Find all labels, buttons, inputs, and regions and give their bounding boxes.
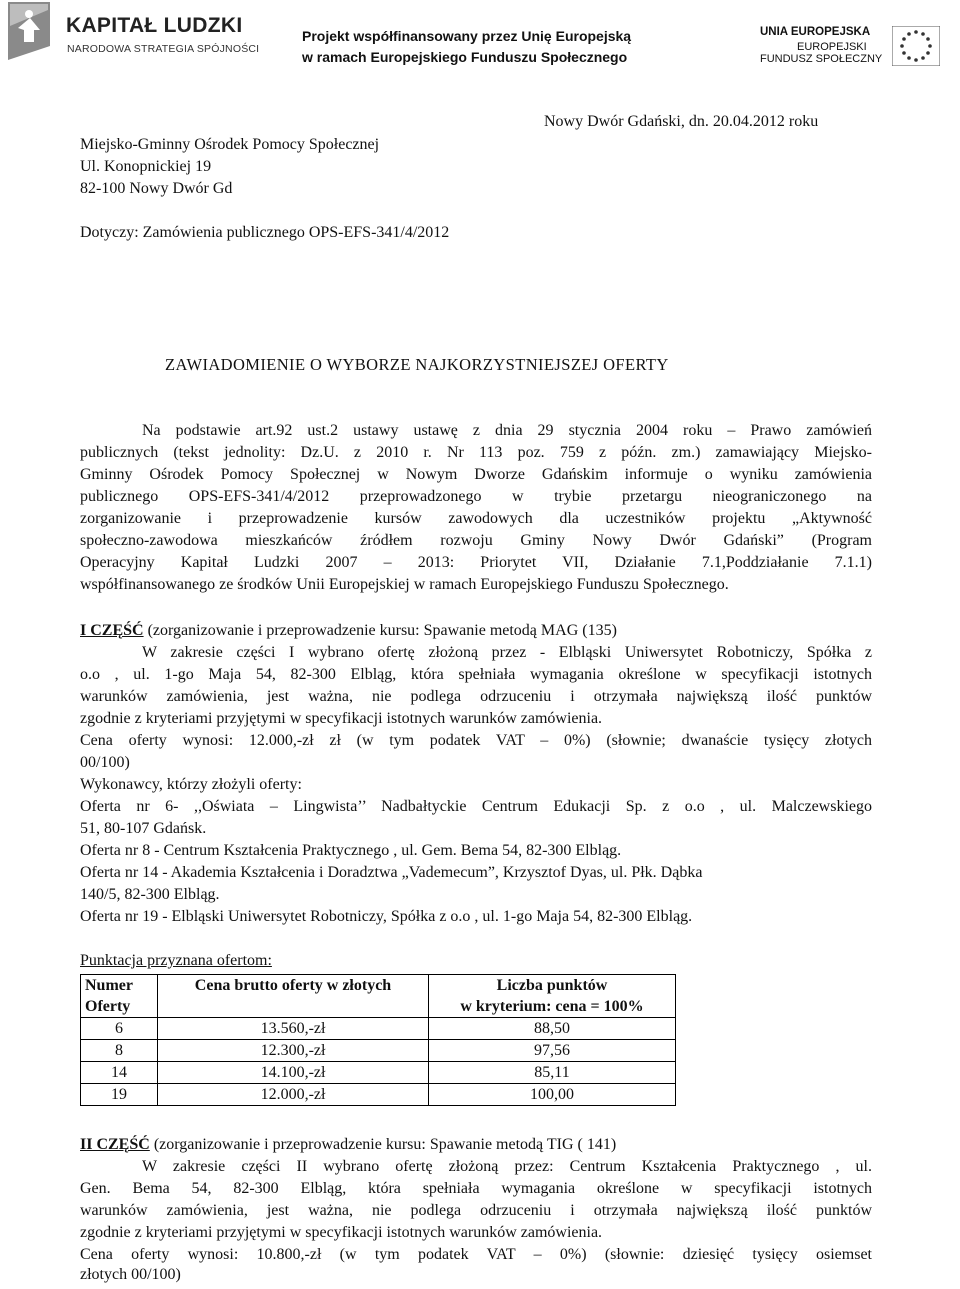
- part1-line-10: Oferta nr 8 - Centrum Kształcenia Praktycznego , ul. Gem. Bema 54, 82-300 Elbląg.: [80, 842, 622, 859]
- scores-table: [80, 974, 676, 1106]
- part1-line-9: 51, 80-107 Gdańsk.: [80, 820, 207, 837]
- intro-line-1: Na podstawie art.92 ust.2 ustawy ustawę z dnia 29 stycznia 2004 roku – Prawo zamówień: [142, 422, 872, 439]
- part1-line-12: 140/5, 82-300 Elbląg.: [80, 886, 220, 903]
- intro-line-8: współfinansowanego ze środków Unii Europejskiej w ramach Europejskiego Funduszu Społecznego.: [80, 576, 729, 593]
- part1-line-1: W zakresie części I wybrano ofertę złożoną przez - Elbląski Uniwersytet Robotniczy, Spółka z: [142, 644, 872, 661]
- project-line-2: w ramach Europejskiego Funduszu Społecznego: [302, 49, 628, 65]
- table-cell-number: 14: [81, 1062, 158, 1084]
- part2-line-6: złotych 00/100): [80, 1266, 181, 1283]
- part1-line-11: Oferta nr 14 - Akademia Kształcenia i Doradztwa „Vademecum”, Krzysztof Dyas, ul. Płk. Dąbka: [80, 864, 703, 881]
- part2-heading-rest: (zorganizowanie i przeprowadzenie kursu: Spawanie metodą TIG ( 141): [149, 1136, 617, 1153]
- kapital-ludzki-title: KAPITAŁ LUDZKI: [66, 14, 243, 37]
- table-row: [81, 1018, 676, 1040]
- table-row: [81, 1084, 676, 1106]
- part2-heading-label: II CZĘŚĆ: [80, 1136, 150, 1153]
- intro-line-3: Gminny Ośrodek Pomocy Społecznej w Nowym Dworze Gdańskim informuje o wyniku zamówienia: [80, 466, 872, 483]
- kapital-ludzki-subtitle: NARODOWA STRATEGIA SPÓJNOŚCI: [67, 43, 260, 55]
- part2-heading: [80, 1136, 872, 1154]
- table-cell-price: 13.560,-zł: [158, 1018, 429, 1040]
- table-cell-number: 8: [81, 1040, 158, 1062]
- table-row: [81, 1040, 676, 1062]
- part1-heading-rest: (zorganizowanie i przeprowadzenie kursu: Spawanie metodą MAG (135): [143, 622, 617, 639]
- table-header-number: Numer Oferty: [81, 975, 158, 1018]
- scores-caption-text: Punktacja przyznana ofertom:: [80, 952, 272, 969]
- part1-line-3: warunków zamówienia, jest ważna, nie podlega odrzuceniu i otrzymała największą ilość punktów: [80, 688, 872, 705]
- part2-line-1: W zakresie części II wybrano ofertę złożoną przez: Centrum Kształcenia Praktycznego , ul.: [142, 1158, 872, 1175]
- place-date: Nowy Dwór Gdański, dn. 20.04.2012 roku: [544, 113, 819, 130]
- eu-flag-icon: [892, 26, 940, 66]
- table-cell-number: 19: [81, 1084, 158, 1106]
- part1-line-13: Oferta nr 19 - Elbląski Uniwersytet Robotniczy, Spółka z o.o , ul. 1-go Maja 54, 82-300 Elbląg.: [80, 908, 693, 925]
- table-cell-price: 12.300,-zł: [158, 1040, 429, 1062]
- intro-line-7: Operacyjny Kapitał Ludzki 2007 – 2013: Priorytet VII, Działanie 7.1,Poddziałanie 7.1.1): [80, 554, 872, 571]
- intro-line-6: społeczno-zawodowa mieszkańców źródłem rozwoju Gminy Nowy Dwór Gdański” (Program: [80, 532, 872, 549]
- table-cell-points: 85,11: [429, 1062, 676, 1084]
- part2-line-3: warunków zamówienia, jest ważna, nie podlega odrzuceniu i otrzymała największą ilość punktów: [80, 1202, 872, 1219]
- part1-heading-label: I CZĘŚĆ: [80, 622, 144, 639]
- part2-line-2: Gen. Bema 54, 82-300 Elbląg, która spełniała wymagania określone w specyfikacji istotnych: [80, 1180, 872, 1197]
- part2-line-5: Cena oferty wynosi: 10.800,-zł (w tym podatek VAT – 0%) (słownie: dziesięć tysięcy osiemset: [80, 1246, 872, 1263]
- intro-line-4: publicznego OPS-EFS-341/4/2012 przeprowadzonego w trybie przetargu nieograniczonego na: [80, 488, 872, 505]
- part1-line-8: Oferta nr 6- ,,Oświata – Lingwista’’ Nadbałtyckie Centrum Edukacji Sp. z o.o , ul. Malczewskiego: [80, 798, 872, 815]
- table-cell-price: 14.100,-zł: [158, 1062, 429, 1084]
- project-line-1: Projekt współfinansowany przez Unię Europejską: [302, 28, 632, 44]
- part1-line-6: 00/100): [80, 754, 130, 771]
- table-cell-points: 97,56: [429, 1040, 676, 1062]
- intro-line-2: publicznych (tekst jednolity: Dz.U. z 2010 r. Nr 113 poz. 759 z późn. zm.) zamawiający Miejsko-: [80, 444, 872, 461]
- table-cell-points: 100,00: [429, 1084, 676, 1106]
- table-header-price: Cena brutto oferty w złotych: [158, 975, 429, 1018]
- table-cell-price: 12.000,-zł: [158, 1084, 429, 1106]
- address-line-3: 82-100 Nowy Dwór Gd: [80, 180, 233, 197]
- scores-caption: [80, 952, 872, 970]
- part1-line-7: Wykonawcy, którzy złożyli oferty:: [80, 776, 302, 793]
- address-line-1: Miejsko-Gminny Ośrodek Pomocy Społecznej: [80, 136, 380, 153]
- document-title: ZAWIADOMIENIE O WYBORZE NAJKORZYSTNIEJSZEJ OFERTY: [165, 355, 669, 374]
- table-header-row: [81, 975, 676, 1018]
- part1-line-5: Cena oferty wynosi: 12.000,-zł zł (w tym podatek VAT – 0%) (słownie; dwanaście tysięcy złotych: [80, 732, 872, 749]
- address-line-2: Ul. Konopnickiej 19: [80, 158, 212, 175]
- subject-line: Dotyczy: Zamówienia publicznego OPS-EFS-341/4/2012: [80, 224, 450, 241]
- table-cell-number: 6: [81, 1018, 158, 1040]
- table-row: [81, 1062, 676, 1084]
- intro-line-5: zorganizowanie i przeprowadzenie kursów zawodowych dla uczestników projektu „Aktywność: [80, 510, 872, 527]
- part2-line-4: zgodnie z kryteriami przyjętymi w specyfikacji istotnych warunków zamówienia.: [80, 1224, 603, 1241]
- table-header-points: Liczba punktów w kryterium: cena = 100%: [429, 975, 676, 1018]
- table-cell-points: 88,50: [429, 1018, 676, 1040]
- kapital-ludzki-logo-icon: [4, 0, 54, 62]
- ue-line-3: FUNDUSZ SPOŁECZNY: [760, 53, 883, 65]
- ue-line-1: UNIA EUROPEJSKA: [760, 26, 871, 38]
- part1-line-2: o.o , ul. 1-go Maja 54, 82-300 Elbląg, która spełniała wymagania określone w specyfikacji istotnych: [80, 666, 872, 683]
- part1-heading: [80, 622, 872, 640]
- ue-line-2: EUROPEJSKI: [797, 41, 867, 53]
- part1-line-4: zgodnie z kryteriami przyjętymi w specyfikacji istotnych warunków zamówienia.: [80, 710, 603, 727]
